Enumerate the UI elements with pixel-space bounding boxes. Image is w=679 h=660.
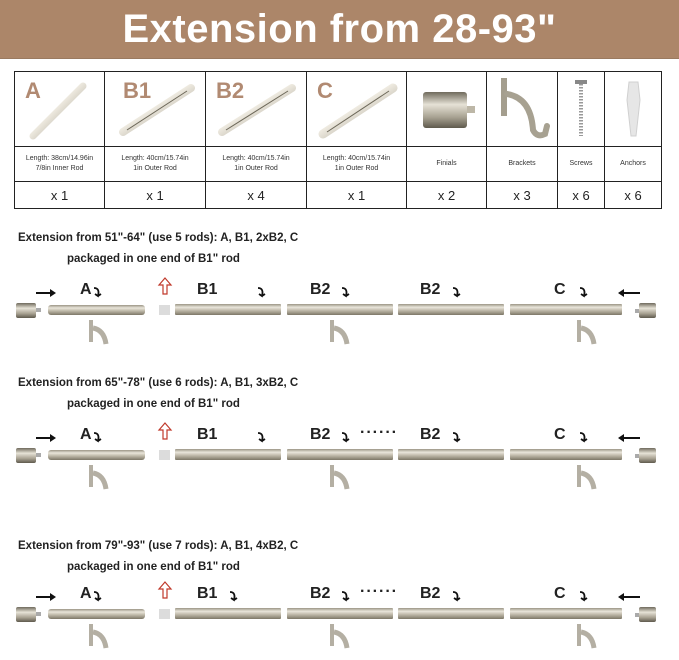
part-quantity: x 3	[487, 182, 558, 209]
section-subtitle: packaged in one end of B1" rod	[67, 561, 240, 573]
part-description: Anchors	[605, 147, 662, 182]
curved-arrow-icon	[453, 288, 460, 296]
connector-sleeve	[159, 609, 170, 619]
finial-left	[16, 448, 41, 463]
part-b1-cell	[105, 72, 206, 147]
rod-label-c: C	[554, 281, 566, 298]
curved-arrow-icon	[94, 288, 101, 296]
section-title: Extension from 65"-78" (use 6 rods): A, B1, 3xB2, C	[18, 377, 299, 389]
part-quantity: x 4	[206, 182, 307, 209]
rod-label-a: A	[80, 281, 92, 298]
rod-label-c: C	[554, 426, 566, 443]
rod-label-a: A	[80, 585, 92, 602]
curved-arrow-icon	[580, 592, 587, 600]
curved-arrow-icon	[342, 433, 349, 441]
inner-rod-icon	[15, 72, 105, 147]
part-quantity: x 6	[605, 182, 662, 209]
part-description: Length: 38cm/14.96in 7/8in Inner Rod	[15, 147, 105, 182]
rod-b2	[398, 608, 504, 619]
part-quantity: x 1	[15, 182, 105, 209]
rod-b2	[287, 304, 393, 315]
finial-icon	[407, 72, 487, 147]
right-arrow-icon	[36, 289, 56, 297]
bracket-icon	[577, 465, 594, 489]
rod-b2	[398, 449, 504, 460]
bracket-icon	[330, 320, 347, 344]
rod-label-c: C	[554, 585, 566, 602]
bracket-icon	[330, 624, 347, 648]
part-description: Length: 40cm/15.74in 1in Outer Rod	[307, 147, 407, 182]
part-c-cell	[307, 72, 407, 147]
section-subtitle: packaged in one end of B1" rod	[67, 253, 240, 265]
rod-label-b1: B1	[197, 585, 218, 602]
rod-label-b2: B2	[310, 281, 331, 298]
rod-b2	[287, 608, 393, 619]
outer-rod-icon	[206, 72, 307, 147]
quantity-row	[15, 182, 662, 209]
rod-label-b1: B1	[197, 426, 218, 443]
curved-arrow-icon	[258, 433, 265, 441]
part-letter: B1	[123, 78, 152, 103]
curved-arrow-icon	[580, 288, 587, 296]
outer-rod-icon	[105, 72, 206, 147]
rod-label-b2: B2	[310, 585, 331, 602]
finial-right	[635, 448, 656, 463]
part-b2-cell	[206, 72, 307, 147]
left-arrow-icon	[618, 289, 640, 297]
bracket-icon	[89, 320, 106, 344]
bracket-icon	[89, 465, 106, 489]
screw-cell	[558, 72, 605, 147]
rod-c	[510, 449, 622, 460]
image-row	[15, 72, 662, 147]
up-arrow-icon	[159, 582, 171, 598]
part-quantity: x 2	[407, 182, 487, 209]
parts-table	[14, 71, 662, 209]
part-letter: B2	[216, 78, 245, 103]
anchor-icon	[605, 72, 662, 147]
assembly-diagram	[0, 276, 679, 356]
rod-c	[510, 608, 622, 619]
right-arrow-icon	[36, 593, 56, 601]
rod-b2	[398, 304, 504, 315]
part-description: Screws	[558, 147, 605, 182]
curved-arrow-icon	[342, 288, 349, 296]
banner-title: Extension from 28-93"	[122, 6, 557, 51]
part-description: Length: 40cm/15.74in 1in Outer Rod	[105, 147, 206, 182]
right-arrow-icon	[36, 434, 56, 442]
finial-left	[16, 607, 41, 622]
part-description: Brackets	[487, 147, 558, 182]
section-title: Extension from 79"-93" (use 7 rods): A, B1, 4xB2, C	[18, 540, 299, 552]
anchor-cell	[605, 72, 662, 147]
rod-a	[48, 609, 145, 619]
finial-cell	[407, 72, 487, 147]
connector-sleeve	[159, 450, 170, 460]
section-subtitle: packaged in one end of B1" rod	[67, 398, 240, 410]
rod-b1	[175, 608, 281, 619]
up-arrow-icon	[159, 423, 171, 439]
rod-label-b2: B2	[310, 426, 331, 443]
rod-label-b2: B2	[420, 426, 441, 443]
finial-right	[635, 607, 656, 622]
rod-label-b2: B2	[420, 281, 441, 298]
part-a-cell	[15, 72, 105, 147]
bracket-cell	[487, 72, 558, 147]
bracket-icon	[330, 465, 347, 489]
curved-arrow-icon	[453, 433, 460, 441]
assembly-diagram	[0, 421, 679, 501]
bracket-icon	[577, 624, 594, 648]
rod-label-b1: B1	[197, 281, 218, 298]
rod-c	[510, 304, 622, 315]
rod-b2	[287, 449, 393, 460]
rod-b1	[175, 449, 281, 460]
part-quantity: x 1	[105, 182, 206, 209]
continuation-dots: ······	[360, 583, 398, 600]
curved-arrow-icon	[94, 592, 101, 600]
rod-b1	[175, 304, 281, 315]
rod-a	[48, 450, 145, 460]
screw-icon	[558, 72, 605, 147]
part-description: Length: 40cm/15.74in 1in Outer Rod	[206, 147, 307, 182]
curved-arrow-icon	[580, 433, 587, 441]
banner	[0, 0, 679, 59]
part-letter: C	[317, 78, 333, 103]
rod-label-a: A	[80, 426, 92, 443]
finial-right	[635, 303, 656, 318]
curved-arrow-icon	[453, 592, 460, 600]
rod-a	[48, 305, 145, 315]
curved-arrow-icon	[342, 592, 349, 600]
curved-arrow-icon	[94, 433, 101, 441]
part-quantity: x 1	[307, 182, 407, 209]
part-letter: A	[25, 78, 41, 103]
part-quantity: x 6	[558, 182, 605, 209]
finial-left	[16, 303, 41, 318]
curved-arrow-icon	[258, 288, 265, 296]
bracket-icon	[487, 72, 558, 147]
description-row	[15, 147, 662, 182]
connector-sleeve	[159, 305, 170, 315]
left-arrow-icon	[618, 593, 640, 601]
curved-arrow-icon	[230, 592, 237, 600]
continuation-dots: ······	[360, 424, 398, 441]
part-description: Finials	[407, 147, 487, 182]
rod-label-b2: B2	[420, 585, 441, 602]
left-arrow-icon	[618, 434, 640, 442]
outer-rod-icon	[307, 72, 407, 147]
bracket-icon	[577, 320, 594, 344]
assembly-diagram	[0, 580, 679, 660]
up-arrow-icon	[159, 278, 171, 294]
section-title: Extension from 51"-64" (use 5 rods): A, B1, 2xB2, C	[18, 232, 299, 244]
bracket-icon	[89, 624, 106, 648]
